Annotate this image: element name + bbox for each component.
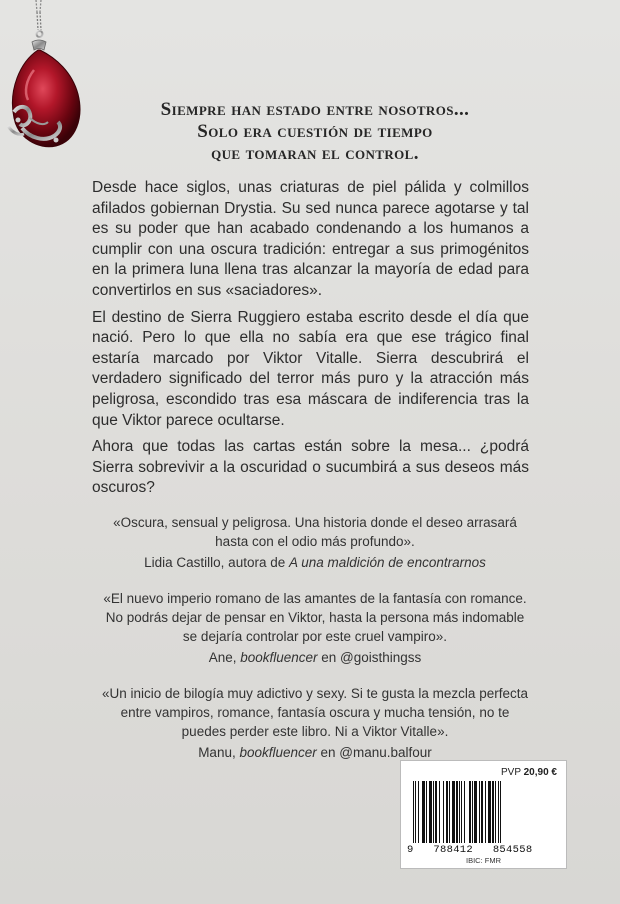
- blurb-2: [100, 589, 530, 667]
- barcode-stripe: [443, 781, 444, 843]
- barcode-stripe: [422, 781, 424, 843]
- blurbs: [100, 513, 530, 779]
- barcode-stripe: [495, 781, 496, 843]
- barcode-stripe: [472, 781, 473, 843]
- blurb-text: «El nuevo imperio romano de las amantes de la fantasía con romance. No podrás dejar de pensar en Viktor, hasta la persona más indomable se dejaría controlar por este cruel vampiro».: [103, 591, 527, 644]
- tagline: [100, 99, 530, 165]
- barcode-stripe: [498, 781, 499, 843]
- barcode-stripe: [488, 781, 491, 843]
- attribution-prefix: Manu,: [198, 745, 240, 760]
- barcode-stripe: [481, 781, 483, 843]
- blurb-text: «Un inicio de bilogía muy adictivo y sexy. Si te gusta la mezcla perfecta entre vampiros, romance, fantasía oscura y mucha tensión, no te puedes perder este libro. Ni a Viktor Vitalle».: [102, 686, 528, 739]
- barcode-stripe: [474, 781, 477, 843]
- blurb-attribution: [100, 648, 530, 667]
- blurb-1: [100, 513, 530, 572]
- barcode-box: [400, 760, 567, 869]
- price-value: 20,90 €: [523, 767, 557, 778]
- attribution-italic: bookfluencer: [239, 745, 317, 760]
- barcode-stripe: [485, 781, 486, 843]
- barcode-stripe: [426, 781, 427, 843]
- barcode-stripe: [459, 781, 460, 843]
- barcode-stripe: [469, 781, 471, 843]
- synopsis: [92, 178, 529, 505]
- barcode-stripe: [449, 781, 450, 843]
- barcode-stripe: [464, 781, 465, 843]
- tagline-line-2: Solo era cuestión de tiempo: [197, 121, 433, 142]
- attribution-prefix: Ane,: [208, 650, 241, 665]
- barcode-stripe: [461, 781, 462, 843]
- blurb-text: «Oscura, sensual y peligrosa. Una historia donde el deseo arrasará hasta con el odio más profundo».: [113, 515, 517, 549]
- attribution-prefix: Lidia Castillo, autora de: [144, 555, 289, 570]
- ibic-code: IBIC: FMR: [466, 856, 501, 865]
- attribution-suffix: en @goisthingss: [317, 650, 422, 665]
- barcode-stripe: [446, 781, 448, 843]
- barcode-stripe: [479, 781, 480, 843]
- synopsis-paragraph-1: Desde hace siglos, unas criaturas de piel pálida y colmillos afilados gobiernan Drystia. Su sed nunca parece agotarse y tal es su poder que han acabado condenando a los humanos a cumplir con una oscura tradición: entregar a sus primogénitos en la primera luna llena tras alcanzar la mayoría de edad para convertirlos en sus «saciadores».: [92, 179, 529, 299]
- barcode-stripe: [439, 781, 440, 843]
- isbn-digits: 9 788412 854558: [407, 844, 533, 856]
- blurb-attribution: [100, 553, 530, 572]
- barcode-stripe: [415, 781, 416, 843]
- synopsis-paragraph-3: Ahora que todas las cartas están sobre la mesa... ¿podrá Sierra sobrevivir a la oscuridad o sucumbirá a sus deseos más oscuros?: [92, 438, 529, 497]
- synopsis-paragraph-2: El destino de Sierra Ruggiero estaba escrito desde el día que nació. Pero lo que ella no sabía era que ese trágico final estaría marcado por Viktor Vitalle. Sierra descubrirá el verdadero significado del terror más puro y la atracción más peligrosa, escondido tras esa máscara de indiferencia tras la que Viktor parece ocultarse.: [92, 308, 529, 429]
- tagline-line-3: que tomaran el control.: [211, 143, 419, 164]
- attribution-italic: bookfluencer: [240, 650, 318, 665]
- attribution-italic: A una maldición de encontrarnos: [288, 555, 486, 570]
- attribution-suffix: en @manu.balfour: [316, 745, 432, 760]
- barcode-stripe: [452, 781, 455, 843]
- barcode-stripe: [456, 781, 458, 843]
- barcode-stripe: [429, 781, 432, 843]
- barcode-stripe: [433, 781, 434, 843]
- barcode-stripe: [492, 781, 494, 843]
- barcode-stripe: [435, 781, 437, 843]
- pvp-label: PVP: [501, 767, 521, 778]
- barcode-stripe: [413, 781, 414, 843]
- barcode-bars: [413, 781, 553, 843]
- tagline-line-1: Siempre han estado entre nosotros...: [160, 99, 470, 120]
- barcode-stripe: [418, 781, 419, 843]
- blurb-3: [100, 684, 530, 762]
- barcode-stripe: [500, 781, 501, 843]
- price-label: [501, 767, 557, 778]
